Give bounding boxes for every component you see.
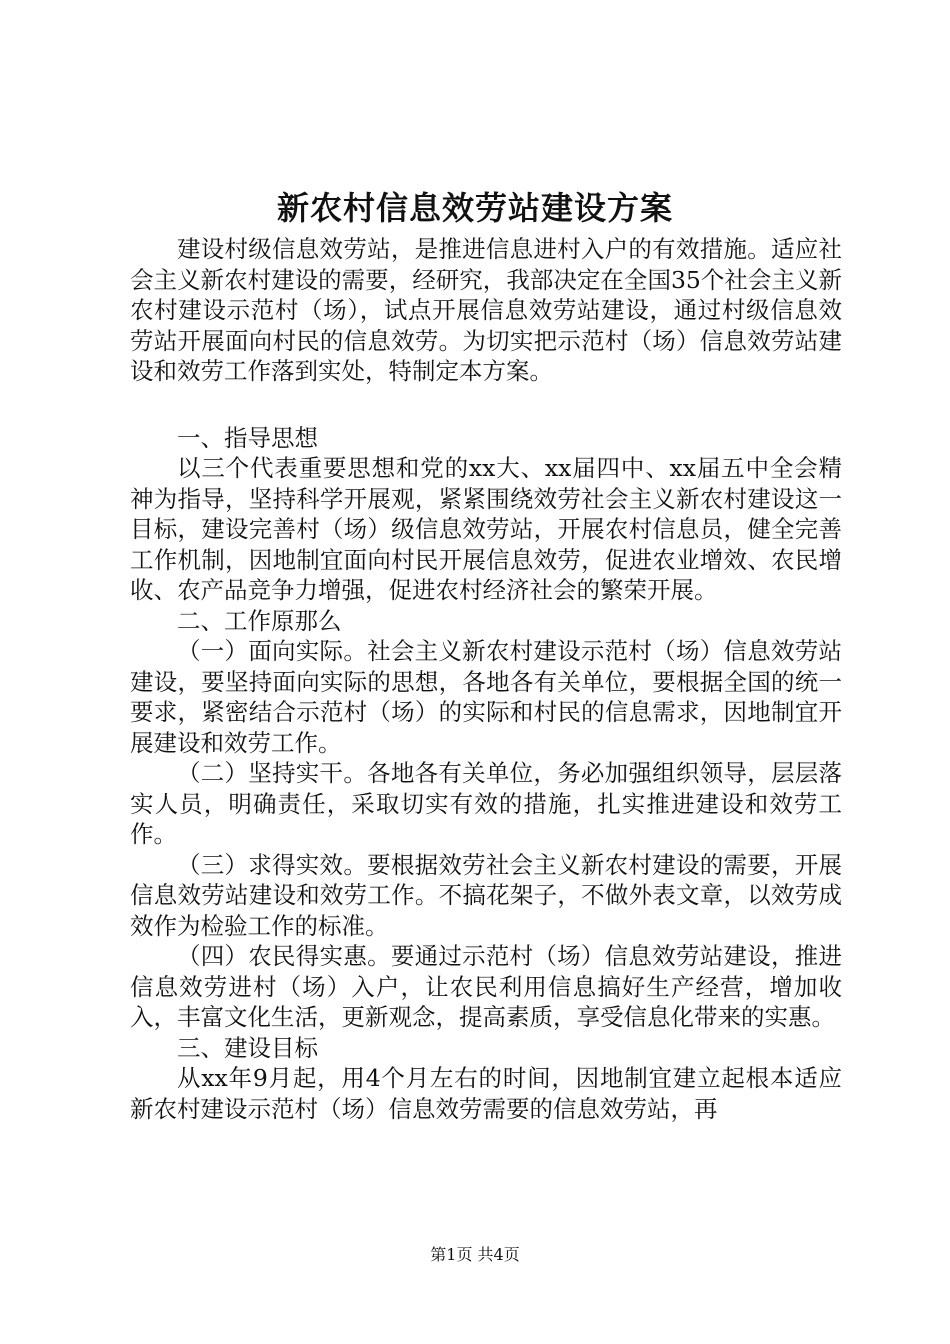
- section-2-item-2: （二）坚持实干。各地各有关单位，务必加强组织领导，层层落实人员，明确责任，采取切实有效的措施，扎实推进建设和效劳工作。: [130, 759, 842, 848]
- section-3-paragraph: 从xx年9月起，用4个月左右的时间，因地制宜建立起根本适应新农村建设示范村（场）信息效劳需要的信息效劳站，再: [130, 1064, 842, 1123]
- section-3-heading: 三、建设目标: [177, 1033, 318, 1062]
- intro-paragraph: 建设村级信息效劳站，是推进信息进村入户的有效措施。适应社会主义新农村建设的需要，经研究，我部决定在全国35个社会主义新农村建设示范村（场），试点开展信息效劳站建设，通过村级信息效劳站开展面向村民的信息效劳。为切实把示范村（场）信息效劳站建设和效劳工作落到实处，特制定本方案。: [130, 235, 842, 385]
- document-title: 新农村信息效劳站建设方案: [276, 189, 673, 227]
- document-body: [130, 234, 842, 1124]
- section-1-paragraph: 以三个代表重要思想和党的xx大、xx届四中、xx届五中全会精神为指导，坚持科学开展观，紧紧围绕效劳社会主义新农村建设这一目标，建设完善村（场）级信息效劳站，开展农村信息员，健全完善工作机制，因地制宜面向村民开展信息效劳，促进农业增效、农民增收、农产品竞争力增强，促进农村经济社会的繁荣开展。: [130, 454, 842, 604]
- paragraph-spacer: [130, 387, 842, 423]
- section-2-heading: 二、工作原那么: [177, 606, 342, 635]
- page-footer: 第1页 共4页: [430, 1245, 520, 1264]
- section-2-item-3: （三）求得实效。要根据效劳社会主义新农村建设的需要，开展信息效劳站建设和效劳工作。不搞花架子，不做外表文章，以效劳成效作为检验工作的标准。: [130, 850, 842, 940]
- section-1-heading: 一、指导思想: [177, 423, 318, 452]
- section-2-item-1: （一）面向实际。社会主义新农村建设示范村（场）信息效劳站建设，要坚持面向实际的思想，各地各有关单位，要根据全国的统一要求，紧密结合示范村（场）的实际和村民的信息需求，因地制宜开展建设和效劳工作。: [130, 637, 842, 757]
- section-2-item-4: （四）农民得实惠。要通过示范村（场）信息效劳站建设，推进信息效劳进村（场）入户，让农民利用信息搞好生产经营，增加收入，丰富文化生活，更新观念，提高素质，享受信息化带来的实惠。: [130, 942, 842, 1031]
